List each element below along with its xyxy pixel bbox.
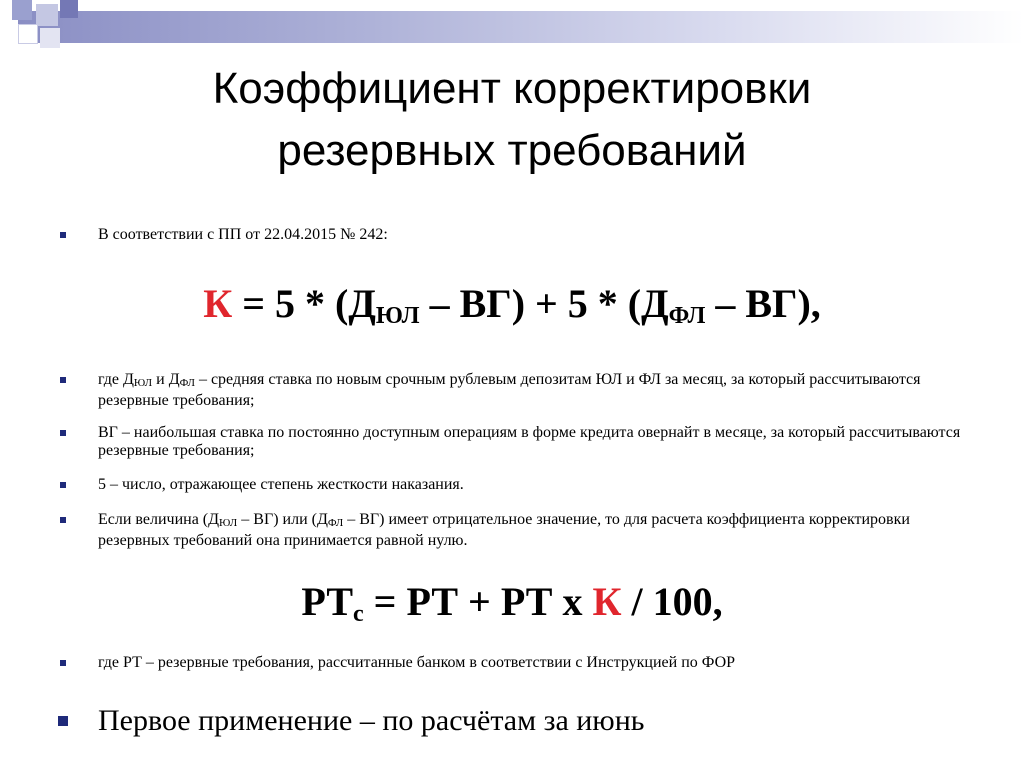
formula-part: – ВГ), bbox=[705, 281, 821, 326]
formula-part: / 100, bbox=[621, 579, 723, 624]
bullet-text: 5 – число, отражающее степень жесткости наказания. bbox=[98, 476, 464, 493]
bullet-text: Первое применение – по расчётам за июнь bbox=[98, 704, 645, 737]
formula-subscript: ЮЛ bbox=[375, 303, 420, 329]
formula-k-symbol: К bbox=[203, 281, 233, 326]
formula-part: РТ bbox=[301, 579, 353, 624]
decor-square bbox=[18, 24, 38, 44]
bullet-text: где РТ – резервные требования, рассчитанные банком в соответствии с Инструкцией по ФОР bbox=[98, 654, 736, 671]
bullet-marker bbox=[58, 716, 68, 726]
formula-subscript: ФЛ bbox=[668, 303, 706, 329]
bullet-marker bbox=[60, 377, 66, 383]
bullet-marker bbox=[60, 482, 66, 488]
title-line-2: резервных требований bbox=[277, 126, 747, 175]
text-part: и Д bbox=[152, 371, 180, 388]
formula-k-symbol: К bbox=[592, 579, 622, 624]
decor-square bbox=[40, 28, 60, 48]
decor-square bbox=[60, 0, 78, 18]
header-decoration bbox=[0, 0, 1024, 58]
subscript: ФЛ bbox=[327, 517, 344, 529]
text-part: Если величина (Д bbox=[98, 511, 220, 528]
subscript: ЮЛ bbox=[219, 517, 238, 529]
formula-part: = 5 * (Д bbox=[232, 281, 376, 326]
subscript: ФЛ bbox=[179, 377, 195, 389]
formula-rt bbox=[0, 578, 1024, 628]
formula-part: – ВГ) + 5 * (Д bbox=[419, 281, 669, 326]
bullet-marker bbox=[60, 430, 66, 436]
text-part: – средняя ставка по новым срочным рублевым депозитам ЮЛ и ФЛ за месяц, за который рассчитываются резервные требования; bbox=[98, 371, 921, 409]
slide-title bbox=[0, 58, 1024, 182]
bullet-text: ВГ – наибольшая ставка по постоянно доступным операциям в форме кредита овернайт в месяце, за который рассчитываются резервные требования; bbox=[98, 424, 961, 459]
formula-k bbox=[0, 280, 1024, 330]
bullet-marker bbox=[60, 517, 66, 523]
bullet-marker bbox=[60, 660, 66, 666]
header-gradient-bar bbox=[18, 11, 1024, 43]
decor-square bbox=[36, 4, 58, 26]
bullet-marker bbox=[60, 232, 66, 238]
text-part: где Д bbox=[98, 371, 134, 388]
bullet-text bbox=[98, 371, 978, 410]
bullet-text: В соответствии с ПП от 22.04.2015 № 242: bbox=[98, 226, 388, 243]
bullet-text bbox=[98, 511, 978, 550]
formula-part: = РТ + РТ х bbox=[363, 579, 593, 624]
formula-subscript: с bbox=[353, 601, 364, 627]
title-line-1: Коэффициент корректировки bbox=[212, 64, 812, 113]
subscript: ЮЛ bbox=[133, 377, 153, 389]
text-part: – ВГ) или (Д bbox=[237, 511, 328, 528]
decor-square bbox=[12, 0, 32, 20]
text-part: – ВГ) имеет отрицательное значение, то для расчета коэффициента корректировки резервных требований она принимается равной нулю. bbox=[98, 511, 910, 549]
